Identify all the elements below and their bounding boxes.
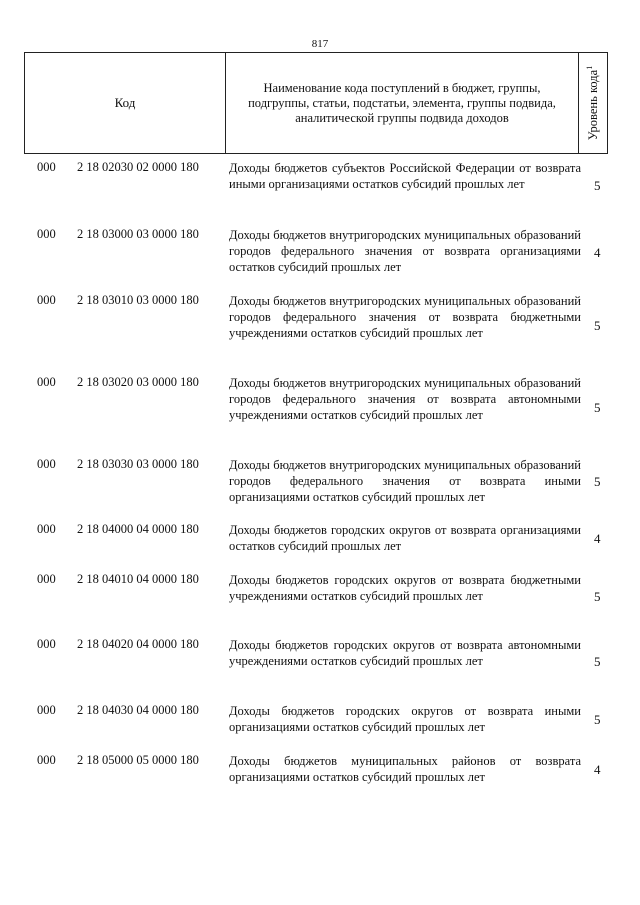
row-prefix: 000 xyxy=(37,457,56,471)
row-prefix: 000 xyxy=(37,753,56,767)
row-prefix: 000 xyxy=(37,703,56,717)
row-prefix: 000 xyxy=(37,375,56,389)
row-level: 5 xyxy=(594,712,601,727)
row-prefix: 000 xyxy=(37,522,56,536)
row-description: Доходы бюджетов муниципальных районов от возврата организациями остатков субсидий прошлых лет xyxy=(229,754,581,784)
header-level-cell xyxy=(579,53,607,153)
row-level: 5 xyxy=(594,474,601,489)
row-code: 2 18 04000 04 0000 180 xyxy=(77,522,199,536)
row-code: 2 18 03000 03 0000 180 xyxy=(77,227,199,241)
row-prefix: 000 xyxy=(37,160,56,174)
row-level: 5 xyxy=(594,318,601,333)
row-code: 2 18 04020 04 0000 180 xyxy=(77,637,199,651)
row-code: 2 18 02030 02 0000 180 xyxy=(77,160,199,174)
row-code: 2 18 03030 03 0000 180 xyxy=(77,457,199,471)
header-code-cell xyxy=(25,53,226,153)
row-description: Доходы бюджетов городских округов от возврата организациями остатков субсидий прошлых лет xyxy=(229,523,581,553)
row-level: 4 xyxy=(594,762,601,777)
row-description: Доходы бюджетов субъектов Российской Федерации от возврата иными организациями остатков субсидий прошлых лет xyxy=(229,161,581,191)
row-level: 4 xyxy=(594,531,601,546)
row-prefix: 000 xyxy=(37,293,56,307)
row-description: Доходы бюджетов внутригородских муниципальных образований городов федерального значения от возврата иными организациями остатков субсидий прошлых лет xyxy=(229,458,581,504)
row-description: Доходы бюджетов внутригородских муниципальных образований городов федерального значения от возврата организациями остатков субсидий прошлых лет xyxy=(229,228,581,274)
page-number: 817 xyxy=(311,38,329,50)
row-level: 5 xyxy=(594,400,601,415)
row-level: 5 xyxy=(594,178,601,193)
row-prefix: 000 xyxy=(37,572,56,586)
row-prefix: 000 xyxy=(37,227,56,241)
header-code-label: Код xyxy=(114,95,136,110)
header-name-label: Наименование кода поступлений в бюджет, группы, подгруппы, статьи, подстатьи, элемента, группы подвида, аналитической группы подвида доходов xyxy=(248,80,556,125)
table-header xyxy=(24,52,608,154)
row-code: 2 18 03020 03 0000 180 xyxy=(77,375,199,389)
header-level-rotated xyxy=(585,66,601,140)
row-code: 2 18 04030 04 0000 180 xyxy=(77,703,199,717)
row-description: Доходы бюджетов городских округов от возврата иными организациями остатков субсидий прошлых лет xyxy=(229,704,581,734)
row-code: 2 18 03010 03 0000 180 xyxy=(77,293,199,307)
row-level: 5 xyxy=(594,654,601,669)
row-description: Доходы бюджетов городских округов от возврата автономными учреждениями остатков субсидий прошлых лет xyxy=(229,638,581,668)
row-description: Доходы бюджетов внутригородских муниципальных образований городов федерального значения от возврата автономными учреждениями остатков субсидий прошлых лет xyxy=(229,376,581,422)
row-description: Доходы бюджетов городских округов от возврата бюджетными учреждениями остатков субсидий прошлых лет xyxy=(229,573,581,603)
row-code: 2 18 04010 04 0000 180 xyxy=(77,572,199,586)
row-level: 4 xyxy=(594,245,601,260)
row-prefix: 000 xyxy=(37,637,56,651)
header-name-cell xyxy=(226,53,579,153)
row-code: 2 18 05000 05 0000 180 xyxy=(77,753,199,767)
row-level: 5 xyxy=(594,589,601,604)
header-level-label: Уровень кода xyxy=(586,69,601,141)
row-description: Доходы бюджетов внутригородских муниципальных образований городов федерального значения от возврата бюджетными учреждениями остатков субсидий прошлых лет xyxy=(229,294,581,340)
header-level-footnote: 1 xyxy=(584,65,594,70)
